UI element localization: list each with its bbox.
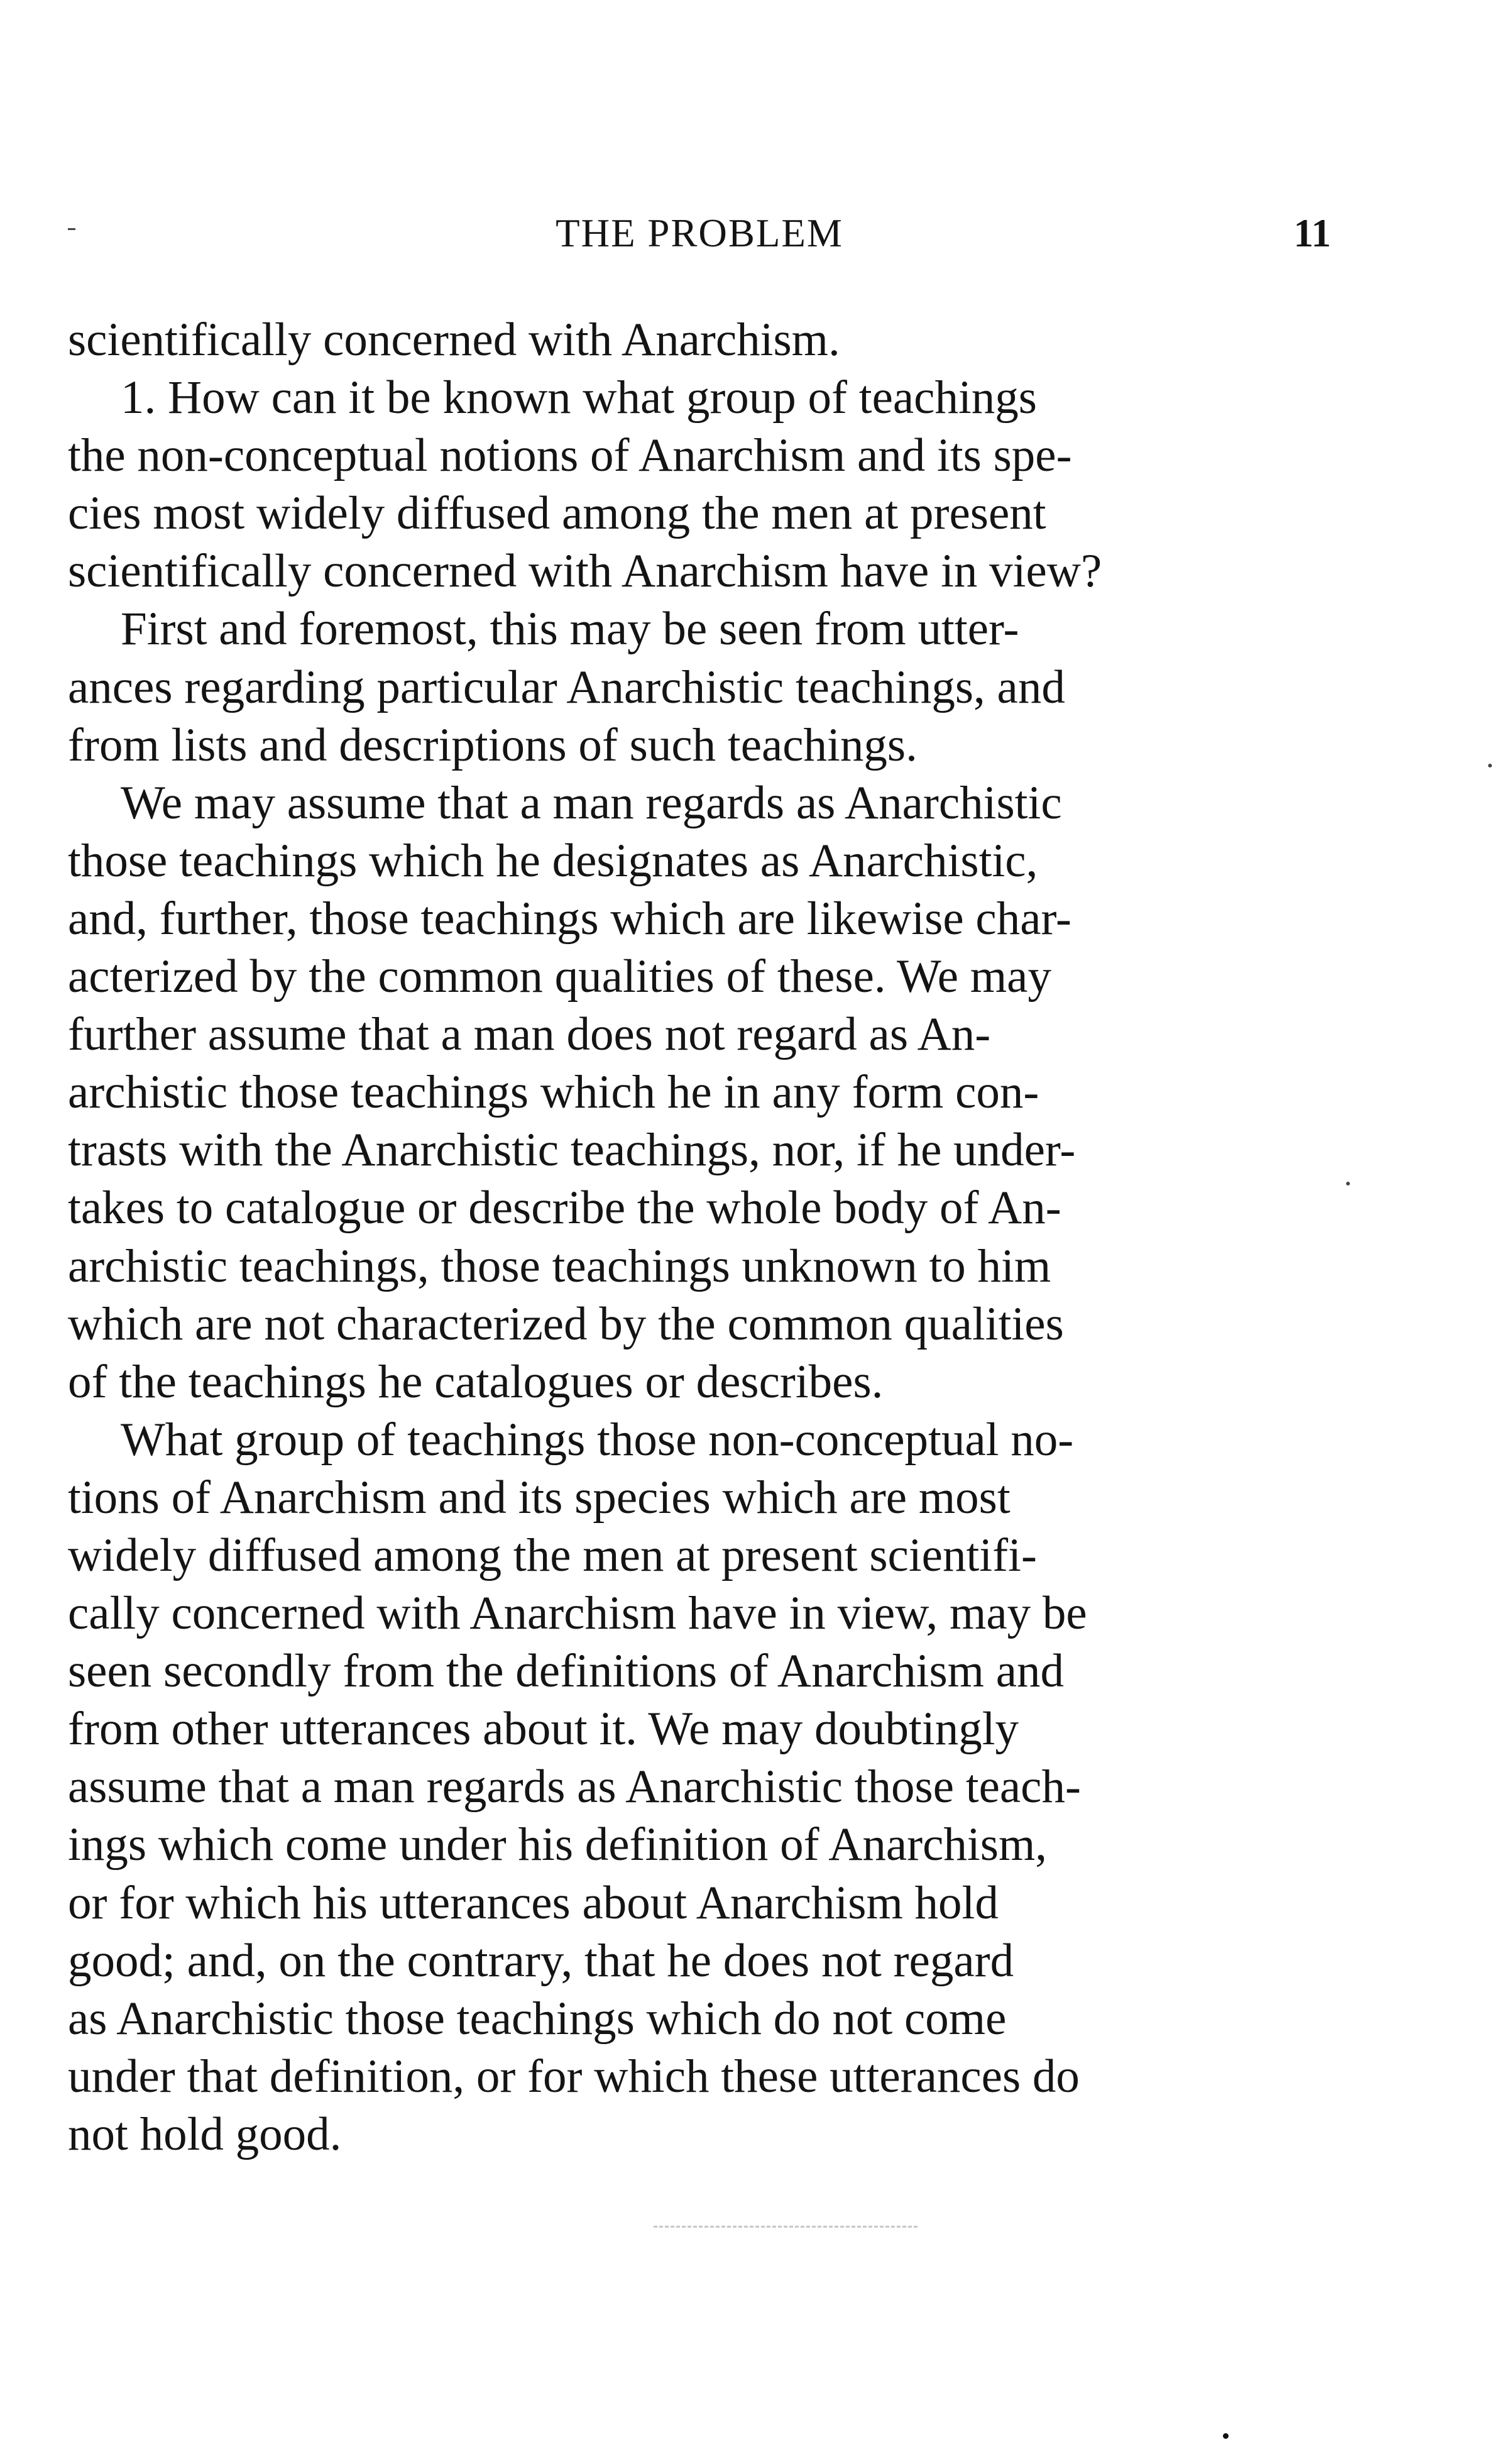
text-line: the non-conceptual notions of Anarchism and its spe- bbox=[68, 429, 1072, 482]
ink-speck bbox=[1488, 764, 1492, 767]
text-line: widely diffused among the men at present scientifi- bbox=[68, 1529, 1037, 1581]
body-text bbox=[68, 311, 1331, 2164]
page-number: 11 bbox=[1293, 211, 1331, 255]
text-line: acterized by the common qualities of these. We may bbox=[68, 950, 1051, 1003]
text-line: takes to catalogue or describe the whole body of An- bbox=[68, 1182, 1061, 1234]
text-line: of the teachings he catalogues or describes. bbox=[68, 1355, 884, 1408]
ink-speck bbox=[68, 228, 75, 230]
text-line: not hold good. bbox=[68, 2108, 342, 2160]
text-line: trasts with the Anarchistic teachings, nor, if he under- bbox=[68, 1124, 1076, 1177]
text-line: seen secondly from the definitions of Anarchism and bbox=[68, 1645, 1065, 1698]
running-head bbox=[68, 211, 1331, 267]
text-line: cally concerned with Anarchism have in view, may be bbox=[68, 1587, 1087, 1640]
text-line: We may assume that a man regards as Anarchistic bbox=[121, 776, 1062, 829]
running-head-title: THE PROBLEM bbox=[556, 211, 843, 255]
ink-speck bbox=[1346, 1182, 1350, 1185]
text-line: from other utterances about it. We may doubtingly bbox=[68, 1703, 1019, 1756]
faint-print-artifact bbox=[654, 2226, 918, 2230]
text-line: from lists and descriptions of such teachings. bbox=[68, 718, 918, 771]
ink-speck bbox=[1223, 2433, 1229, 2439]
text-line: scientifically concerned with Anarchism have in view? bbox=[68, 545, 1102, 598]
text-line: which are not characterized by the common qualities bbox=[68, 1297, 1064, 1350]
paragraph-5 bbox=[68, 1411, 1331, 2164]
text-line: under that definition, or for which these utterances do bbox=[68, 2050, 1080, 2103]
paragraph-4 bbox=[68, 774, 1331, 1411]
paragraph-1 bbox=[68, 311, 1331, 369]
text-line: archistic teachings, those teachings unknown to him bbox=[68, 1240, 1051, 1292]
text-line: good; and, on the contrary, that he does not regard bbox=[68, 1934, 1014, 1987]
paragraph-3 bbox=[68, 600, 1331, 774]
text-line: those teachings which he designates as Anarchistic, bbox=[68, 834, 1038, 887]
text-line: further assume that a man does not regard as An- bbox=[68, 1008, 991, 1061]
text-line: ances regarding particular Anarchistic teachings, and bbox=[68, 661, 1065, 713]
text-line: What group of teachings those non-conceptual no- bbox=[121, 1413, 1074, 1466]
text-line: and, further, those teachings which are likewise char- bbox=[68, 892, 1071, 945]
text-line: ings which come under his definition of Anarchism, bbox=[68, 1818, 1048, 1871]
text-line: 1. How can it be known what group of teachings bbox=[121, 371, 1037, 424]
text-line: as Anarchistic those teachings which do not come bbox=[68, 1992, 1007, 2045]
text-line: archistic those teachings which he in any form con- bbox=[68, 1066, 1039, 1119]
paragraph-2 bbox=[68, 369, 1331, 600]
text-line: tions of Anarchism and its species which are most bbox=[68, 1471, 1011, 1524]
text-line: cies most widely diffused among the men at present bbox=[68, 487, 1046, 540]
text-line: or for which his utterances about Anarchism hold bbox=[68, 1876, 999, 1929]
text-line: First and foremost, this may be seen from utter- bbox=[121, 603, 1019, 656]
text-line: assume that a man regards as Anarchistic those teach- bbox=[68, 1761, 1081, 1813]
text-line: scientifically concerned with Anarchism. bbox=[68, 314, 840, 366]
